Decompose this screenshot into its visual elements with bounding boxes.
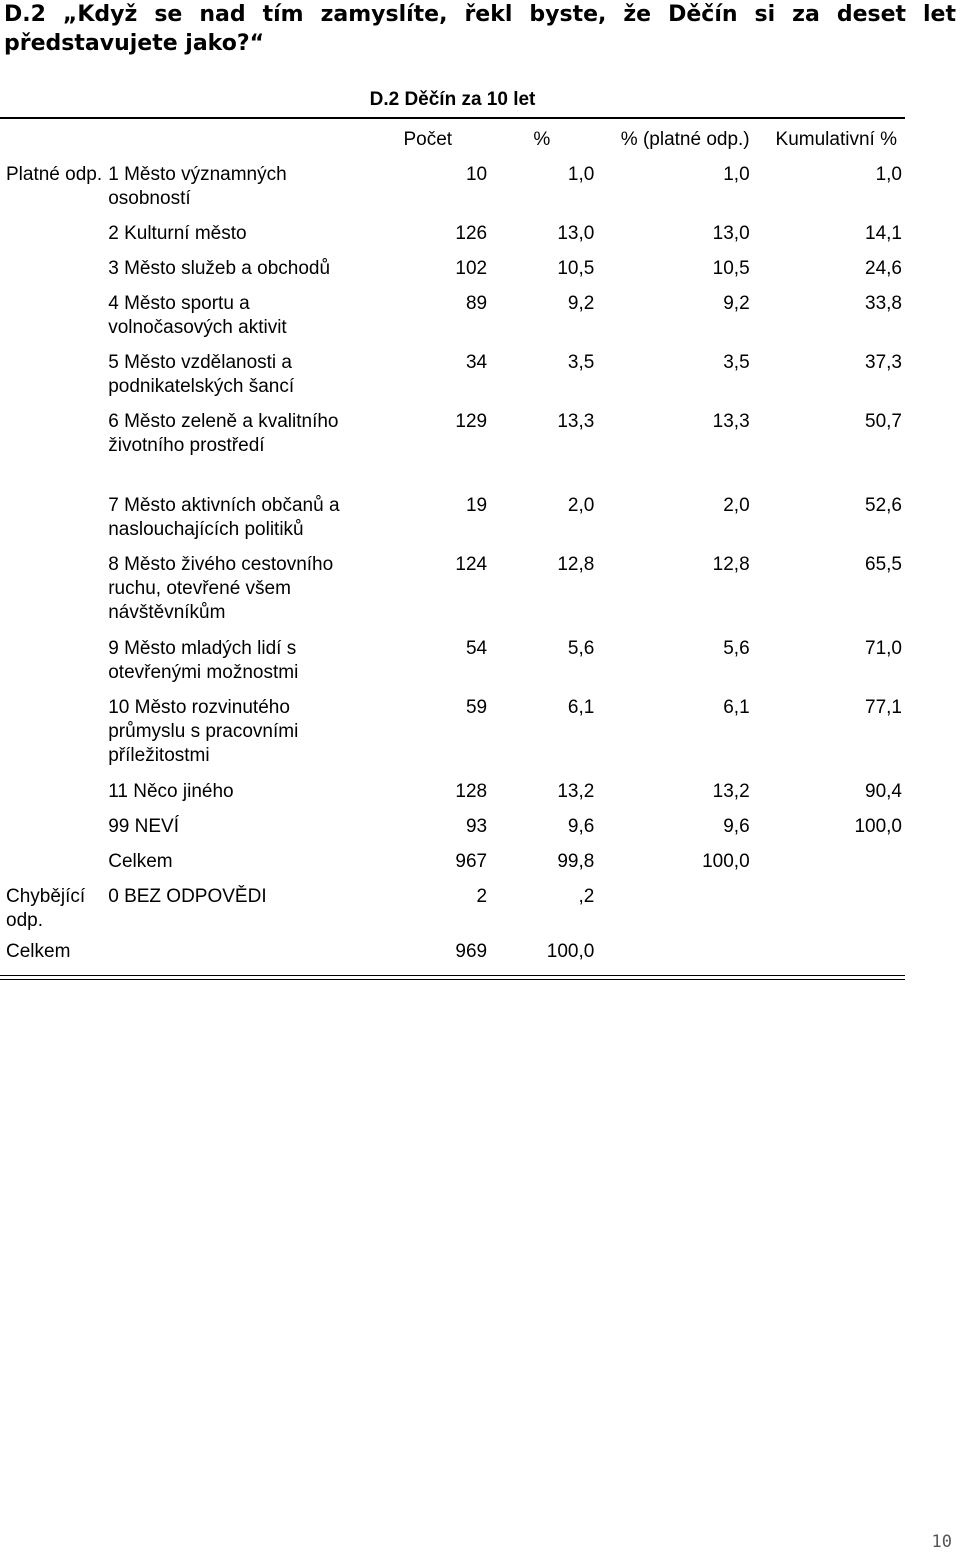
cell-percent: 99,8 xyxy=(557,851,595,872)
cell-percent: 9,6 xyxy=(567,816,595,837)
cell-count: 59 xyxy=(465,697,488,718)
empty-cell xyxy=(594,940,749,970)
empty-cell xyxy=(594,885,749,940)
table-bottom-rule xyxy=(0,975,905,980)
row-label: 1 Město významných osobností xyxy=(108,164,287,209)
table-row xyxy=(0,850,905,885)
cell-cumulative-percent: 24,6 xyxy=(865,258,902,279)
cell-valid-percent: 1,0 xyxy=(723,164,750,185)
group-spacer xyxy=(0,494,106,553)
cell-valid-percent: 13,3 xyxy=(712,411,750,432)
column-header-cumulative-percent: Kumulativní % xyxy=(775,129,897,150)
column-header-percent: % xyxy=(533,129,551,150)
cell-valid-percent: 6,1 xyxy=(723,697,750,718)
page-heading: D.2 „Když se nad tím zamyslíte, řekl byste, že Děčín si za deset let představujete jako?“ xyxy=(4,2,956,56)
table-row xyxy=(0,696,905,780)
cell-valid-percent: 3,5 xyxy=(723,352,750,373)
cell-valid-percent: 12,8 xyxy=(712,554,750,575)
group-spacer xyxy=(0,553,106,637)
table-row xyxy=(0,410,905,494)
cell-count: 126 xyxy=(455,223,488,244)
cell-cumulative-percent: 52,6 xyxy=(865,495,902,516)
cell-count: 10 xyxy=(465,164,488,185)
cell-percent: 6,1 xyxy=(567,697,595,718)
cell-count: 102 xyxy=(455,258,488,279)
cell-percent: 5,6 xyxy=(567,638,595,659)
cell-percent: 1,0 xyxy=(567,164,595,185)
table-title: D.2 Děčín za 10 let xyxy=(369,89,536,110)
cell-valid-percent: 2,0 xyxy=(723,495,750,516)
group-spacer xyxy=(0,780,106,815)
cell-percent: 12,8 xyxy=(557,554,595,575)
table-row xyxy=(0,780,905,815)
table-row-total xyxy=(0,940,905,970)
cell-count: 89 xyxy=(465,293,488,314)
cell-percent: ,2 xyxy=(578,886,595,907)
cell-percent: 3,5 xyxy=(567,352,595,373)
cell-percent: 2,0 xyxy=(567,495,595,516)
row-label: 10 Město rozvinutého průmyslu s pracovními příležitostmi xyxy=(108,697,299,766)
group-spacer xyxy=(0,815,106,850)
table-top-rule xyxy=(0,117,905,119)
table-row-missing xyxy=(0,885,905,940)
total-percent: 100,0 xyxy=(546,941,595,962)
row-label: 0 BEZ ODPOVĚDI xyxy=(108,886,267,907)
cell-count: 967 xyxy=(455,851,488,872)
cell-count: 34 xyxy=(465,352,488,373)
row-label: Celkem xyxy=(108,851,173,872)
group-spacer xyxy=(0,222,106,257)
group-spacer xyxy=(0,637,106,696)
cell-percent: 13,2 xyxy=(557,781,595,802)
column-header-valid-percent: % (platné odp.) xyxy=(620,129,750,150)
row-label: 8 Město živého cestovního ruchu, otevřené všem návštěvníkům xyxy=(108,554,334,623)
table-row xyxy=(0,815,905,850)
row-label: 2 Kulturní město xyxy=(108,223,247,244)
cell-count: 128 xyxy=(455,781,488,802)
group-spacer xyxy=(0,850,106,885)
table-row xyxy=(0,222,905,257)
row-label: 4 Město sportu a volnočasových aktivit xyxy=(108,293,287,338)
empty-cell xyxy=(750,885,905,940)
row-label: 11 Něco jiného xyxy=(108,781,234,802)
group-spacer xyxy=(0,292,106,351)
cell-cumulative-percent: 100,0 xyxy=(854,816,902,837)
cell-count: 93 xyxy=(465,816,488,837)
cell-cumulative-percent: 65,5 xyxy=(865,554,902,575)
group-spacer xyxy=(0,351,106,410)
cell-valid-percent: 100,0 xyxy=(702,851,750,872)
column-header-count: Počet xyxy=(403,129,453,150)
cell-percent: 13,3 xyxy=(557,411,595,432)
cell-cumulative-percent: 33,8 xyxy=(865,293,902,314)
cell-valid-percent: 13,0 xyxy=(712,223,750,244)
table-row xyxy=(0,553,905,637)
cell-count: 129 xyxy=(455,411,488,432)
row-label: 3 Město služeb a obchodů xyxy=(108,258,331,279)
page-number: 10 xyxy=(931,1532,952,1552)
row-label: 6 Město zeleně a kvalitního životního prostředí xyxy=(108,411,339,456)
cell-valid-percent: 5,6 xyxy=(723,638,750,659)
group-label-missing: Chybějící odp. xyxy=(6,886,86,931)
row-label: 9 Město mladých lidí s otevřenými možnostmi xyxy=(108,638,299,683)
cell-count: 2 xyxy=(476,886,488,907)
table-row xyxy=(0,351,905,410)
row-label: 5 Město vzdělanosti a podnikatelských šancí xyxy=(108,352,295,397)
table-row xyxy=(0,163,905,222)
cell-cumulative-percent: 14,1 xyxy=(865,223,902,244)
cell-cumulative-percent xyxy=(750,850,905,885)
cell-valid-percent: 9,2 xyxy=(723,293,750,314)
cell-valid-percent: 13,2 xyxy=(712,781,750,802)
cell-cumulative-percent: 37,3 xyxy=(865,352,902,373)
total-label: Celkem xyxy=(6,941,71,962)
group-spacer xyxy=(0,257,106,292)
group-label-valid: Platné odp. xyxy=(6,164,103,185)
frequency-table xyxy=(0,128,905,970)
cell-percent: 9,2 xyxy=(567,293,595,314)
table-row xyxy=(0,292,905,351)
cell-valid-percent: 9,6 xyxy=(723,816,750,837)
cell-cumulative-percent: 77,1 xyxy=(865,697,902,718)
total-count: 969 xyxy=(455,941,488,962)
empty-cell xyxy=(750,940,905,970)
row-label: 99 NEVÍ xyxy=(108,816,179,837)
group-spacer xyxy=(0,410,106,494)
cell-count: 124 xyxy=(455,554,488,575)
cell-cumulative-percent: 71,0 xyxy=(865,638,902,659)
cell-count: 19 xyxy=(465,495,488,516)
table-row xyxy=(0,257,905,292)
row-label: 7 Město aktivních občanů a naslouchajících politiků xyxy=(108,495,340,540)
cell-percent: 10,5 xyxy=(557,258,595,279)
cell-percent: 13,0 xyxy=(557,223,595,244)
cell-count: 54 xyxy=(465,638,488,659)
cell-cumulative-percent: 1,0 xyxy=(875,164,902,185)
cell-cumulative-percent: 50,7 xyxy=(865,411,902,432)
cell-cumulative-percent: 90,4 xyxy=(865,781,902,802)
table-row xyxy=(0,494,905,553)
table-row xyxy=(0,637,905,696)
group-spacer xyxy=(0,696,106,780)
cell-valid-percent: 10,5 xyxy=(712,258,750,279)
